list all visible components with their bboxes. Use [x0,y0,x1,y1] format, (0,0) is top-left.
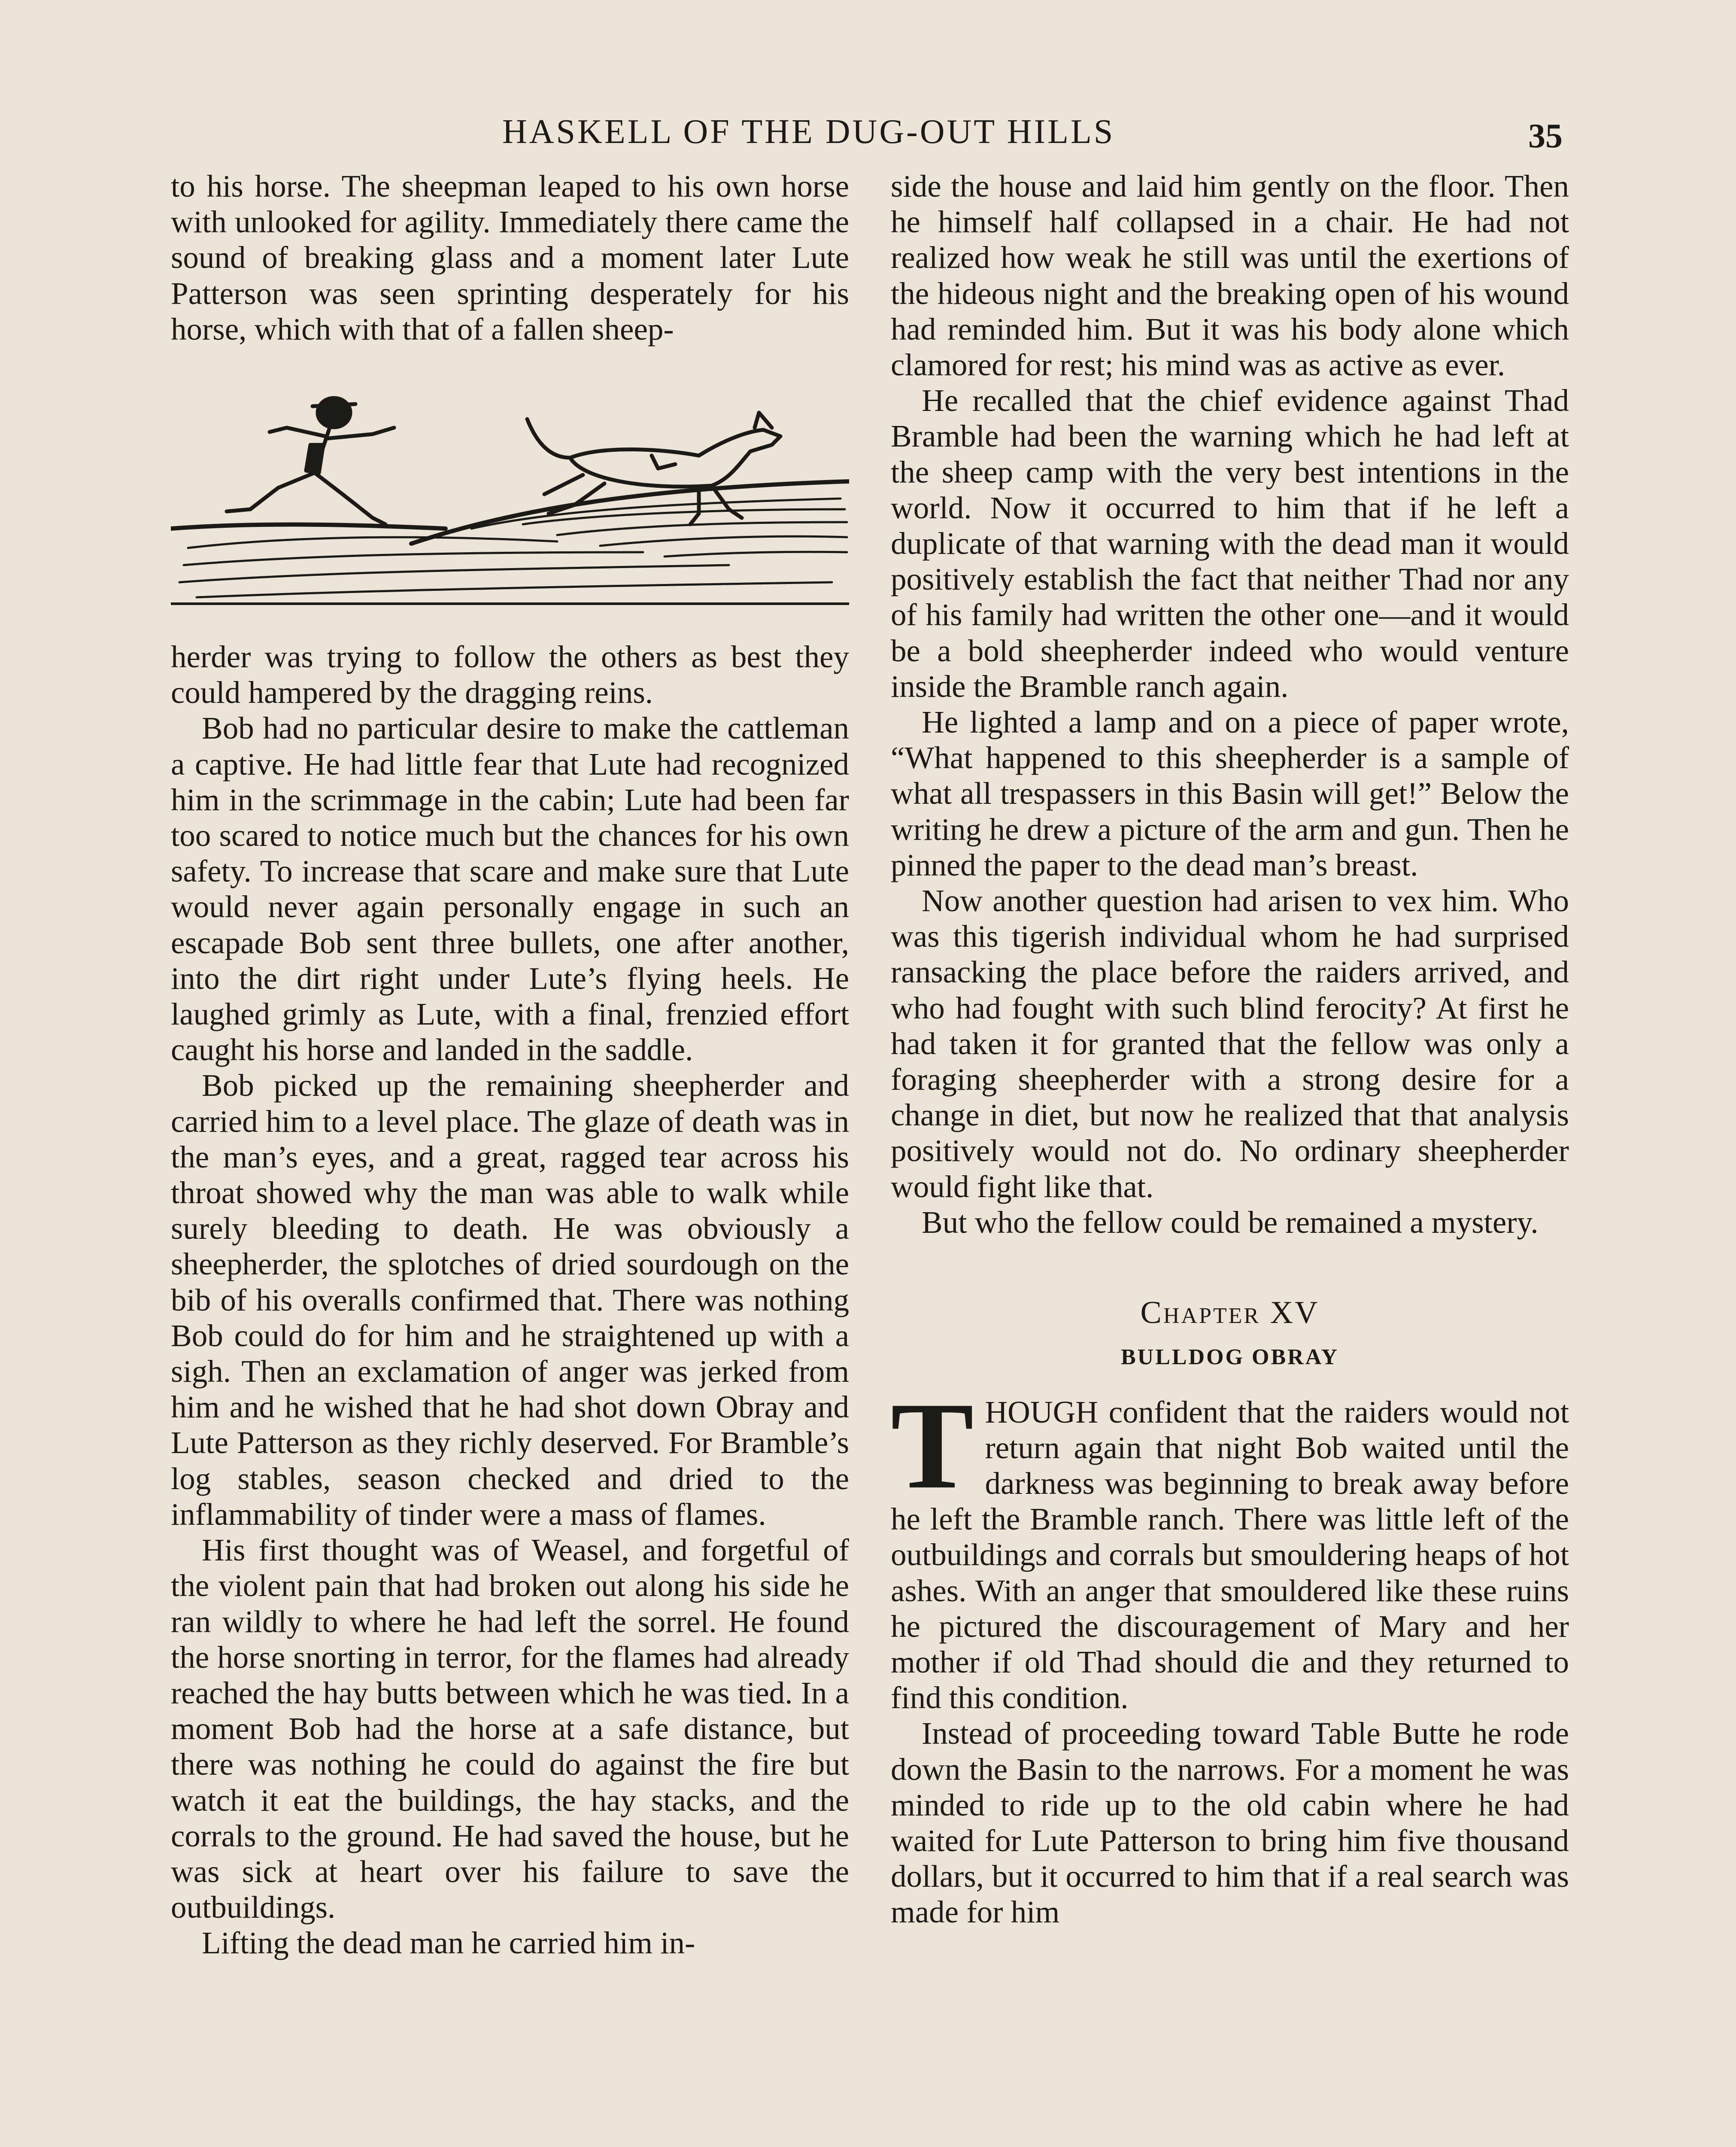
paragraph: to his horse. The sheepman leaped to his own horse with unlooked for agility. Immediately there came the sound of breaking glass and a moment later Lute Patterson was seen sprinting desperately for his horse, which with that of a fallen sheep- [171,169,849,347]
paragraph: But who the fellow could be remained a mystery. [922,1204,1539,1240]
paragraph: Bob had no particular desire to make the cattleman a captive. He had little fear that Lute had recognized him in the scrimmage in the cabin; Lute had been far too scared to notice much but the chances for his own safety. To increase that scare and make sure that Lute would never again personally engage in such an escapade Bob sent three bullets, one after another, into the dirt right under Lute’s flying heels. He laughed grimly as Lute, with a final, frenzied effort caught his horse and landed in the saddle. [171,711,849,1067]
left-column [171,168,849,1961]
chapter-subtitle: BULLDOG OBRAY [1120,1345,1339,1370]
right-column [891,168,1569,1930]
drop-cap: T [891,1376,974,1514]
paragraph: herder was trying to follow the others as best they could hampered by the dragging reins. [171,639,849,710]
page-number: 35 [1528,117,1563,155]
chapter-heading: Chapter XV [1140,1295,1320,1331]
paragraph-text: HOUGH confident that the raiders would not return again that night Bob waited until the darkness was beginning to break away before he left the Bramble ranch. There was little left of the outbuildings and corrals but smouldering heaps of hot ashes. With an anger that smouldered like these ruins he pictured the discouragement of Mary and her mother if old Thad should die and they returned to find this condition. [891,1394,1569,1715]
running-head: HASKELL OF THE DUG-OUT HILLS [502,113,1115,151]
chapter-opening-paragraph [891,1376,1569,1716]
paragraph: Instead of proceeding toward Table Butte he rode down the Basin to the narrows. For a moment he was minded to ride up to the old cabin where he had waited for Lute Patterson to bring him five thousand dollars, but it occurred to him that if a real search was made for him [891,1716,1569,1930]
paragraph: His first thought was of Weasel, and forgetful of the violent pain that had broken out along his side he ran wildly to where he had left the sorrel. He found the horse snorting in terror, for the flames had already reached the hay butts between which he was tied. In a moment Bob had the horse at a safe distance, but there was nothing he could do against the fire but watch it eat the buildings, the hay stacks, and the corrals to the ground. He had saved the house, but he was sick at heart over his failure to save the outbuildings. [171,1533,849,1925]
paragraph: He recalled that the chief evidence against Thad Bramble had been the warning which he had left at the sheep camp with the very best intentions in the world. Now it occurred to him that if he left a duplicate of that warning with the dead man it would positively establish the fact that neither Thad nor any of his family had written the other one—and it would be a bold sheepherder indeed who would venture inside the Bramble ranch again. [891,383,1569,704]
paragraph: side the house and laid him gently on the floor. Then he himself half collapsed in a chair. He had not realized how weak he still was until the exertions of the hideous night and the breaking open of his wound had reminded him. But it was his body alone which clamored for rest; his mind was as active as ever. [891,169,1569,383]
running-man-horse-illustration [171,380,849,612]
paragraph: Bob picked up the remaining sheepherder and carried him to a level place. The glaze of death was in the man’s eyes, and a great, ragged tear across his throat showed why the man was able to walk while surely bleeding to death. He was obviously a sheepherder, the splotches of dried sourdough on the bib of his overalls confirmed that. There was nothing Bob could do for him and he straightened up with a sigh. Then an exclamation of anger was jerked from him and he wished that he had shot down Obray and Lute Patterson as they richly deserved. For Bramble’s log stables, season checked and dried to the inflammability of tinder were a mass of flames. [171,1068,849,1532]
paragraph: Now another question had arisen to vex him. Who was this tigerish individual whom he had surprised ransacking the place before the raiders arrived, and who had fought with such blind ferocity? At first he had taken it for granted that the fellow was only a foraging sheepherder with a strong desire for a change in diet, but now he realized that that analysis positively would not do. No ordinary sheepherder would fight like that. [891,883,1569,1204]
paragraph: He lighted a lamp and on a piece of paper wrote, “What happened to this sheepherder is a sample of what all trespassers in this Basin will get!” Below the writing he drew a picture of the arm and gun. Then he pinned the paper to the dead man’s breast. [891,705,1569,882]
paragraph: Lifting the dead man he carried him in- [202,1925,695,1961]
illustration-drawing [171,380,849,612]
